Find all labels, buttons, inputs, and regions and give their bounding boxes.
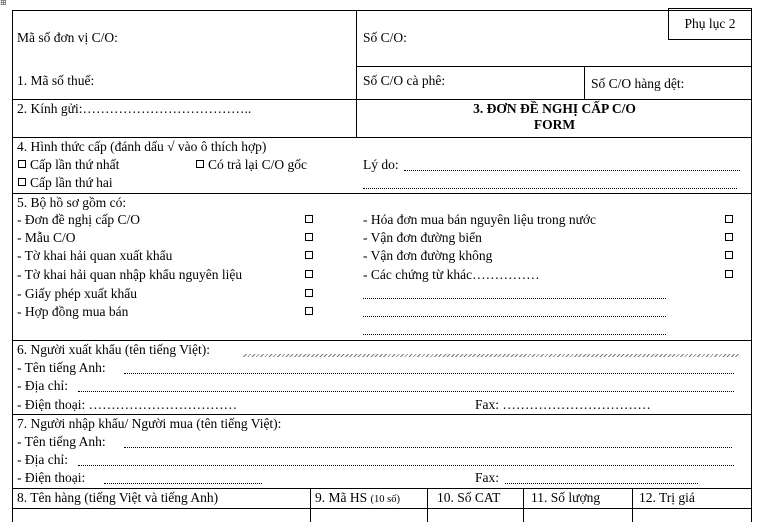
co-number-label: Số C/O:	[363, 30, 407, 45]
tax-code-label: 1. Mã số thuế:	[17, 73, 95, 88]
rule-section2	[12, 99, 752, 100]
col-hs-code-label: 9. Mã HS	[315, 490, 368, 505]
col-value: 12. Trị giá	[639, 490, 695, 505]
rule-co-types	[357, 66, 752, 67]
importer-fax-label: Fax:	[475, 470, 500, 485]
reason-label: Lý do:	[363, 157, 399, 172]
rule-col-hs	[310, 488, 311, 522]
reason-line-2[interactable]	[363, 188, 737, 189]
doc-checkbox-domestic-invoice[interactable]	[725, 215, 733, 223]
rule-section6	[12, 340, 752, 341]
exporter-fax-label: Fax: ……………………………	[475, 397, 651, 412]
first-issue-label: Cấp lần thứ nhất	[30, 157, 120, 172]
doc-item-application: - Đơn đề nghị cấp C/O	[17, 212, 140, 227]
doc-checkbox-other-documents[interactable]	[725, 270, 733, 278]
return-original-checkbox[interactable]	[196, 160, 204, 168]
rule-col-value	[632, 488, 633, 522]
exporter-phone-label: - Điện thoại: ……………………………	[17, 397, 238, 412]
doc-item-other-documents: - Các chứng từ khác……………	[363, 267, 540, 282]
rule-coffee-textile-divider	[584, 66, 585, 99]
importer-fax-line[interactable]	[505, 483, 698, 484]
doc-item-air-waybill: - Vận đơn đường không	[363, 248, 493, 263]
first-issue-checkbox[interactable]	[18, 160, 26, 168]
form-title-line2: FORM	[533, 117, 576, 132]
rule-section7	[12, 414, 752, 415]
doc-checkbox-export-declaration[interactable]	[305, 251, 313, 259]
importer-phone-line[interactable]	[104, 483, 262, 484]
importer-label: 7. Người nhập khẩu/ Người mua (tên tiếng Việt):	[17, 416, 282, 431]
co-coffee-label: Số C/O cà phê:	[363, 73, 446, 88]
exporter-english-name-line[interactable]	[124, 373, 734, 374]
second-issue-label: Cấp lần thứ hai	[30, 175, 113, 190]
doc-checkbox-air-waybill[interactable]	[725, 251, 733, 259]
doc-checkbox-import-declaration[interactable]	[305, 270, 313, 278]
importer-address-line[interactable]	[78, 465, 734, 466]
exporter-address-line[interactable]	[78, 391, 734, 392]
appendix-label: Phụ lục 2	[668, 8, 752, 40]
col-cat-no: 10. Số CAT	[437, 490, 501, 505]
form-right-border	[751, 10, 752, 522]
other-doc-line-2[interactable]	[363, 316, 666, 317]
importer-address-label: - Địa chỉ:	[17, 452, 68, 467]
doc-checkbox-sales-contract[interactable]	[305, 307, 313, 315]
col-goods-name: 8. Tên hàng (tiếng Việt và tiếng Anh)	[17, 490, 219, 505]
exporter-address-label: - Địa chỉ:	[17, 378, 68, 393]
doc-item-export-license: - Giấy phép xuất khẩu	[17, 286, 137, 301]
rule-col-qty	[523, 488, 524, 522]
doc-item-domestic-invoice: - Hóa đơn mua bán nguyên liệu trong nước	[363, 212, 597, 227]
other-doc-line-3[interactable]	[363, 334, 666, 335]
col-hs-digits: (10 số)	[370, 494, 400, 505]
exporter-english-name-label: - Tên tiếng Anh:	[17, 360, 106, 375]
rule-section4	[12, 137, 752, 138]
recipient-label: 2. Kính gửi:………………………………..	[17, 101, 252, 116]
rule-goods-header-bottom	[12, 508, 752, 509]
second-issue-checkbox[interactable]	[18, 178, 26, 186]
doc-item-sea-waybill: - Vận đơn đường biển	[363, 230, 482, 245]
doc-checkbox-sea-waybill[interactable]	[725, 233, 733, 241]
documents-label: 5. Bộ hồ sơ gồm có:	[17, 195, 127, 210]
doc-checkbox-export-license[interactable]	[305, 289, 313, 297]
exporter-name-line[interactable]	[243, 354, 740, 357]
col-hs-code	[315, 490, 400, 508]
doc-checkbox-application[interactable]	[305, 215, 313, 223]
rule-goods-header	[12, 488, 752, 489]
rule-section5	[12, 193, 752, 194]
form-title	[357, 101, 752, 133]
doc-item-co-form: - Mẫu C/O	[17, 230, 76, 245]
return-original-label: Có trả lại C/O gốc	[208, 157, 307, 172]
reason-line-1[interactable]	[404, 170, 740, 171]
issue-type-label: 4. Hình thức cấp (đánh dấu √ vào ô thích hợp)	[17, 139, 267, 154]
importer-english-name-label: - Tên tiếng Anh:	[17, 434, 106, 449]
rule-col-cat	[427, 488, 428, 522]
co-textile-label: Số C/O hàng dệt:	[591, 76, 685, 91]
form-top-border	[12, 10, 752, 11]
form-title-line1: 3. ĐƠN ĐỀ NGHỊ CẤP C/O	[473, 101, 636, 116]
form-left-border	[12, 10, 13, 522]
doc-checkbox-co-form[interactable]	[305, 233, 313, 241]
doc-item-sales-contract: - Hợp đồng mua bán	[17, 304, 129, 319]
unit-code-label: Mã số đơn vị C/O:	[17, 30, 118, 45]
col-quantity: 11. Số lượng	[531, 490, 601, 505]
importer-phone-label: - Điện thoại:	[17, 470, 86, 485]
doc-item-import-declaration: - Tờ khai hải quan nhập khẩu nguyên liệu	[17, 267, 243, 282]
doc-item-export-declaration: - Tờ khai hải quan xuất khẩu	[17, 248, 173, 263]
other-doc-line-1[interactable]	[363, 298, 666, 299]
table-move-handle-icon[interactable]: ⊞	[0, 0, 7, 7]
exporter-label: 6. Người xuất khẩu (tên tiếng Việt):	[17, 342, 210, 357]
importer-english-name-line[interactable]	[124, 447, 732, 448]
